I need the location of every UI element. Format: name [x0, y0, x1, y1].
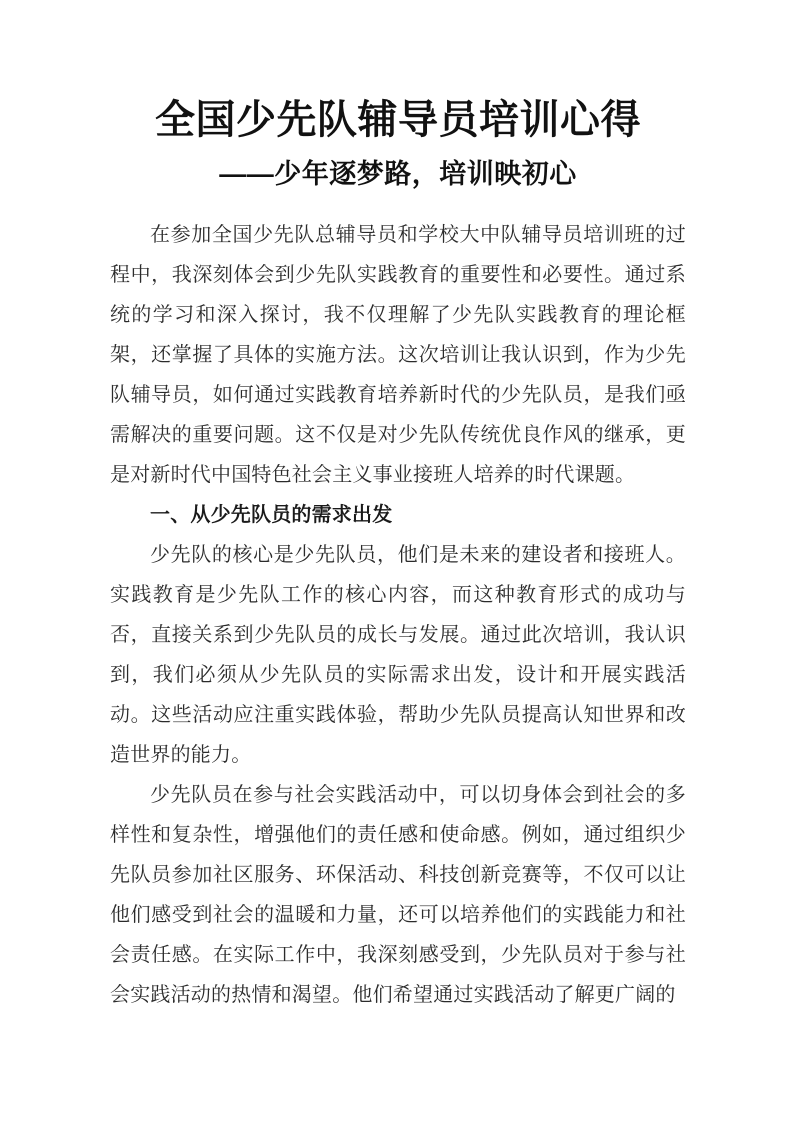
section-heading-1: 一、从少先队员的需求出发: [150, 502, 393, 526]
body-paragraph-2: 少先队的核心是少先队员，他们是未来的建设者和接班人。实践教育是少先队工作的核心内容，而这种教育形式的成功与否，直接关系到少先队员的成长与发展。通过此次培训，我认识到，我们必须从少先队员的实际需求出发，设计和开展实践活动。这些活动应注重实践体验，帮助少先队员提高认知世界和改造世界的能力。: [110, 542, 686, 766]
page-content-column: [110, 0, 686, 1014]
body-paragraph-1: 在参加全国少先队总辅导员和学校大中队辅导员培训班的过程中，我深刻体会到少先队实践教育的重要性和必要性。通过系统的学习和深入探讨，我不仅理解了少先队实践教育的理论框架，还掌握了具体的实施方法。这次培训让我认识到，作为少先队辅导员，如何通过实践教育培养新时代的少先队员，是我们亟需解决的重要问题。这不仅是对少先队传统优良作风的继承，更是对新时代中国特色社会主义事业接班人培养的时代课题。: [110, 222, 686, 486]
document-subtitle: ——少年逐梦路，培训映初心: [219, 159, 577, 189]
body-paragraph-3: 少先队员在参与社会实践活动中，可以切身体会到社会的多样性和复杂性，增强他们的责任感和使命感。例如，通过组织少先队员参加社区服务、环保活动、科技创新竞赛等，不仅可以让他们感受到社会的温暖和力量，还可以培养他们的实践能力和社会责任感。在实际工作中，我深刻感受到，少先队员对于参与社会实践活动的热情和渴望。他们希望通过实践活动了解更广阔的: [110, 782, 686, 1006]
document-title: 全国少先队辅导员培训心得: [155, 98, 641, 142]
document-body: [110, 192, 686, 1014]
